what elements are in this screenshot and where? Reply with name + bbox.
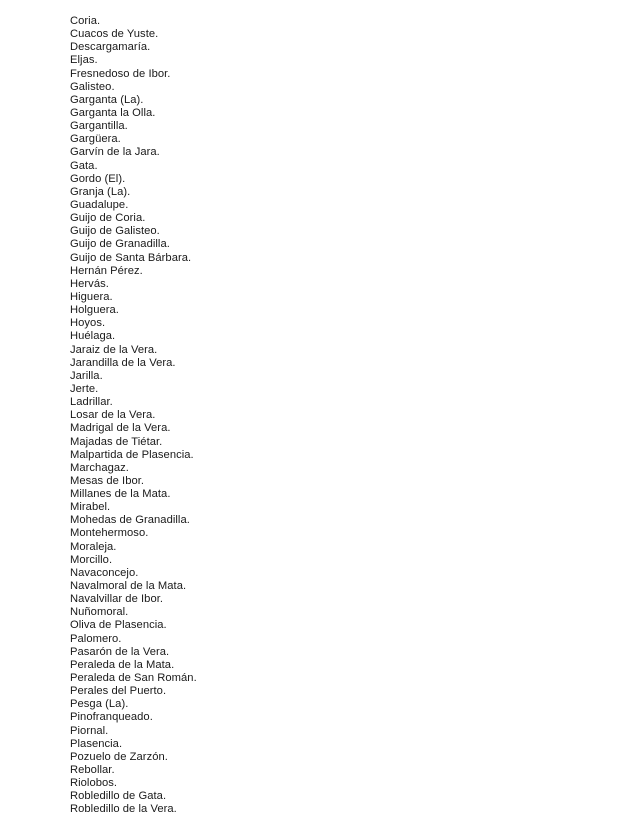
list-item: Gargantilla. [70,120,128,133]
list-item: Fresnedoso de Ibor. [70,67,171,80]
list-item: Pesga (La). [70,698,129,711]
list-item: Garganta la Olla. [70,106,156,119]
list-item: Jaraiz de la Vera. [70,343,158,356]
list-item: Pozuelo de Zarzón. [70,750,168,763]
list-item: Navaconcejo. [70,566,139,579]
list-item: Hernán Pérez. [70,264,143,277]
list-item: Gargüera. [70,133,121,146]
list-item: Losar de la Vera. [70,409,156,422]
list-item: Garvín de la Jara. [70,146,160,159]
list-item: Jerte. [70,382,99,395]
list-item: Garganta (La). [70,93,144,106]
list-item: Jarandilla de la Vera. [70,356,176,369]
list-item: Malpartida de Plasencia. [70,448,194,461]
list-item: Mirabel. [70,501,111,514]
list-item: Plasencia. [70,737,123,750]
list-item: Robledillo de la Vera. [70,803,177,816]
list-item: Mesas de Ibor. [70,474,145,487]
list-item: Navalmoral de la Mata. [70,580,187,593]
list-item: Granja (La). [70,185,131,198]
list-item: Coria. [70,15,101,27]
list-item: Moraleja. [70,540,117,553]
list-item: Higuera. [70,290,113,303]
list-item: Gata. [70,159,98,172]
list-item: Hoyos. [70,317,106,330]
list-item: Guijo de Granadilla. [70,238,170,251]
list-item: Eljas. [70,54,98,67]
list-item: Gordo (El). [70,172,126,185]
list-item: Galisteo. [70,80,115,93]
list-item: Hervás. [70,277,109,290]
list-item: Majadas de Tiétar. [70,435,163,448]
list-item: Rebollar. [70,764,115,777]
list-item: Montehermoso. [70,527,149,540]
list-item: Marchagaz. [70,461,129,474]
list-item: Peraleda de la Mata. [70,658,175,671]
list-item: Ladrillar. [70,396,113,409]
list-item: Pasarón de la Vera. [70,645,170,658]
list-item: Jarilla. [70,369,103,382]
list-item: Peraleda de San Román. [70,672,197,685]
list-item: Guadalupe. [70,198,129,211]
list-item: Nuñomoral. [70,606,129,619]
list-item: Perales del Puerto. [70,685,167,698]
list-item: Mohedas de Granadilla. [70,514,190,527]
list-item: Cuacos de Yuste. [70,28,159,41]
list-item: Robledillo de Gata. [70,790,167,803]
list-item: Descargamaría. [70,41,151,54]
list-item: Oliva de Plasencia. [70,619,167,632]
list-item: Riolobos. [70,777,118,790]
municipality-list [70,15,197,817]
list-item: Morcillo. [70,553,113,566]
list-item: Madrigal de la Vera. [70,422,171,435]
list-item: Piornal. [70,724,109,737]
list-item: Guijo de Galisteo. [70,225,160,238]
list-item: Huélaga. [70,330,116,343]
list-item: Guijo de Coria. [70,212,146,225]
list-item: Millanes de la Mata. [70,488,171,501]
list-item: Holguera. [70,304,119,317]
list-item: Guijo de Santa Bárbara. [70,251,192,264]
list-item: Navalvillar de Ibor. [70,593,164,606]
list-item: Palomero. [70,632,122,645]
list-item: Pinofranqueado. [70,711,153,724]
